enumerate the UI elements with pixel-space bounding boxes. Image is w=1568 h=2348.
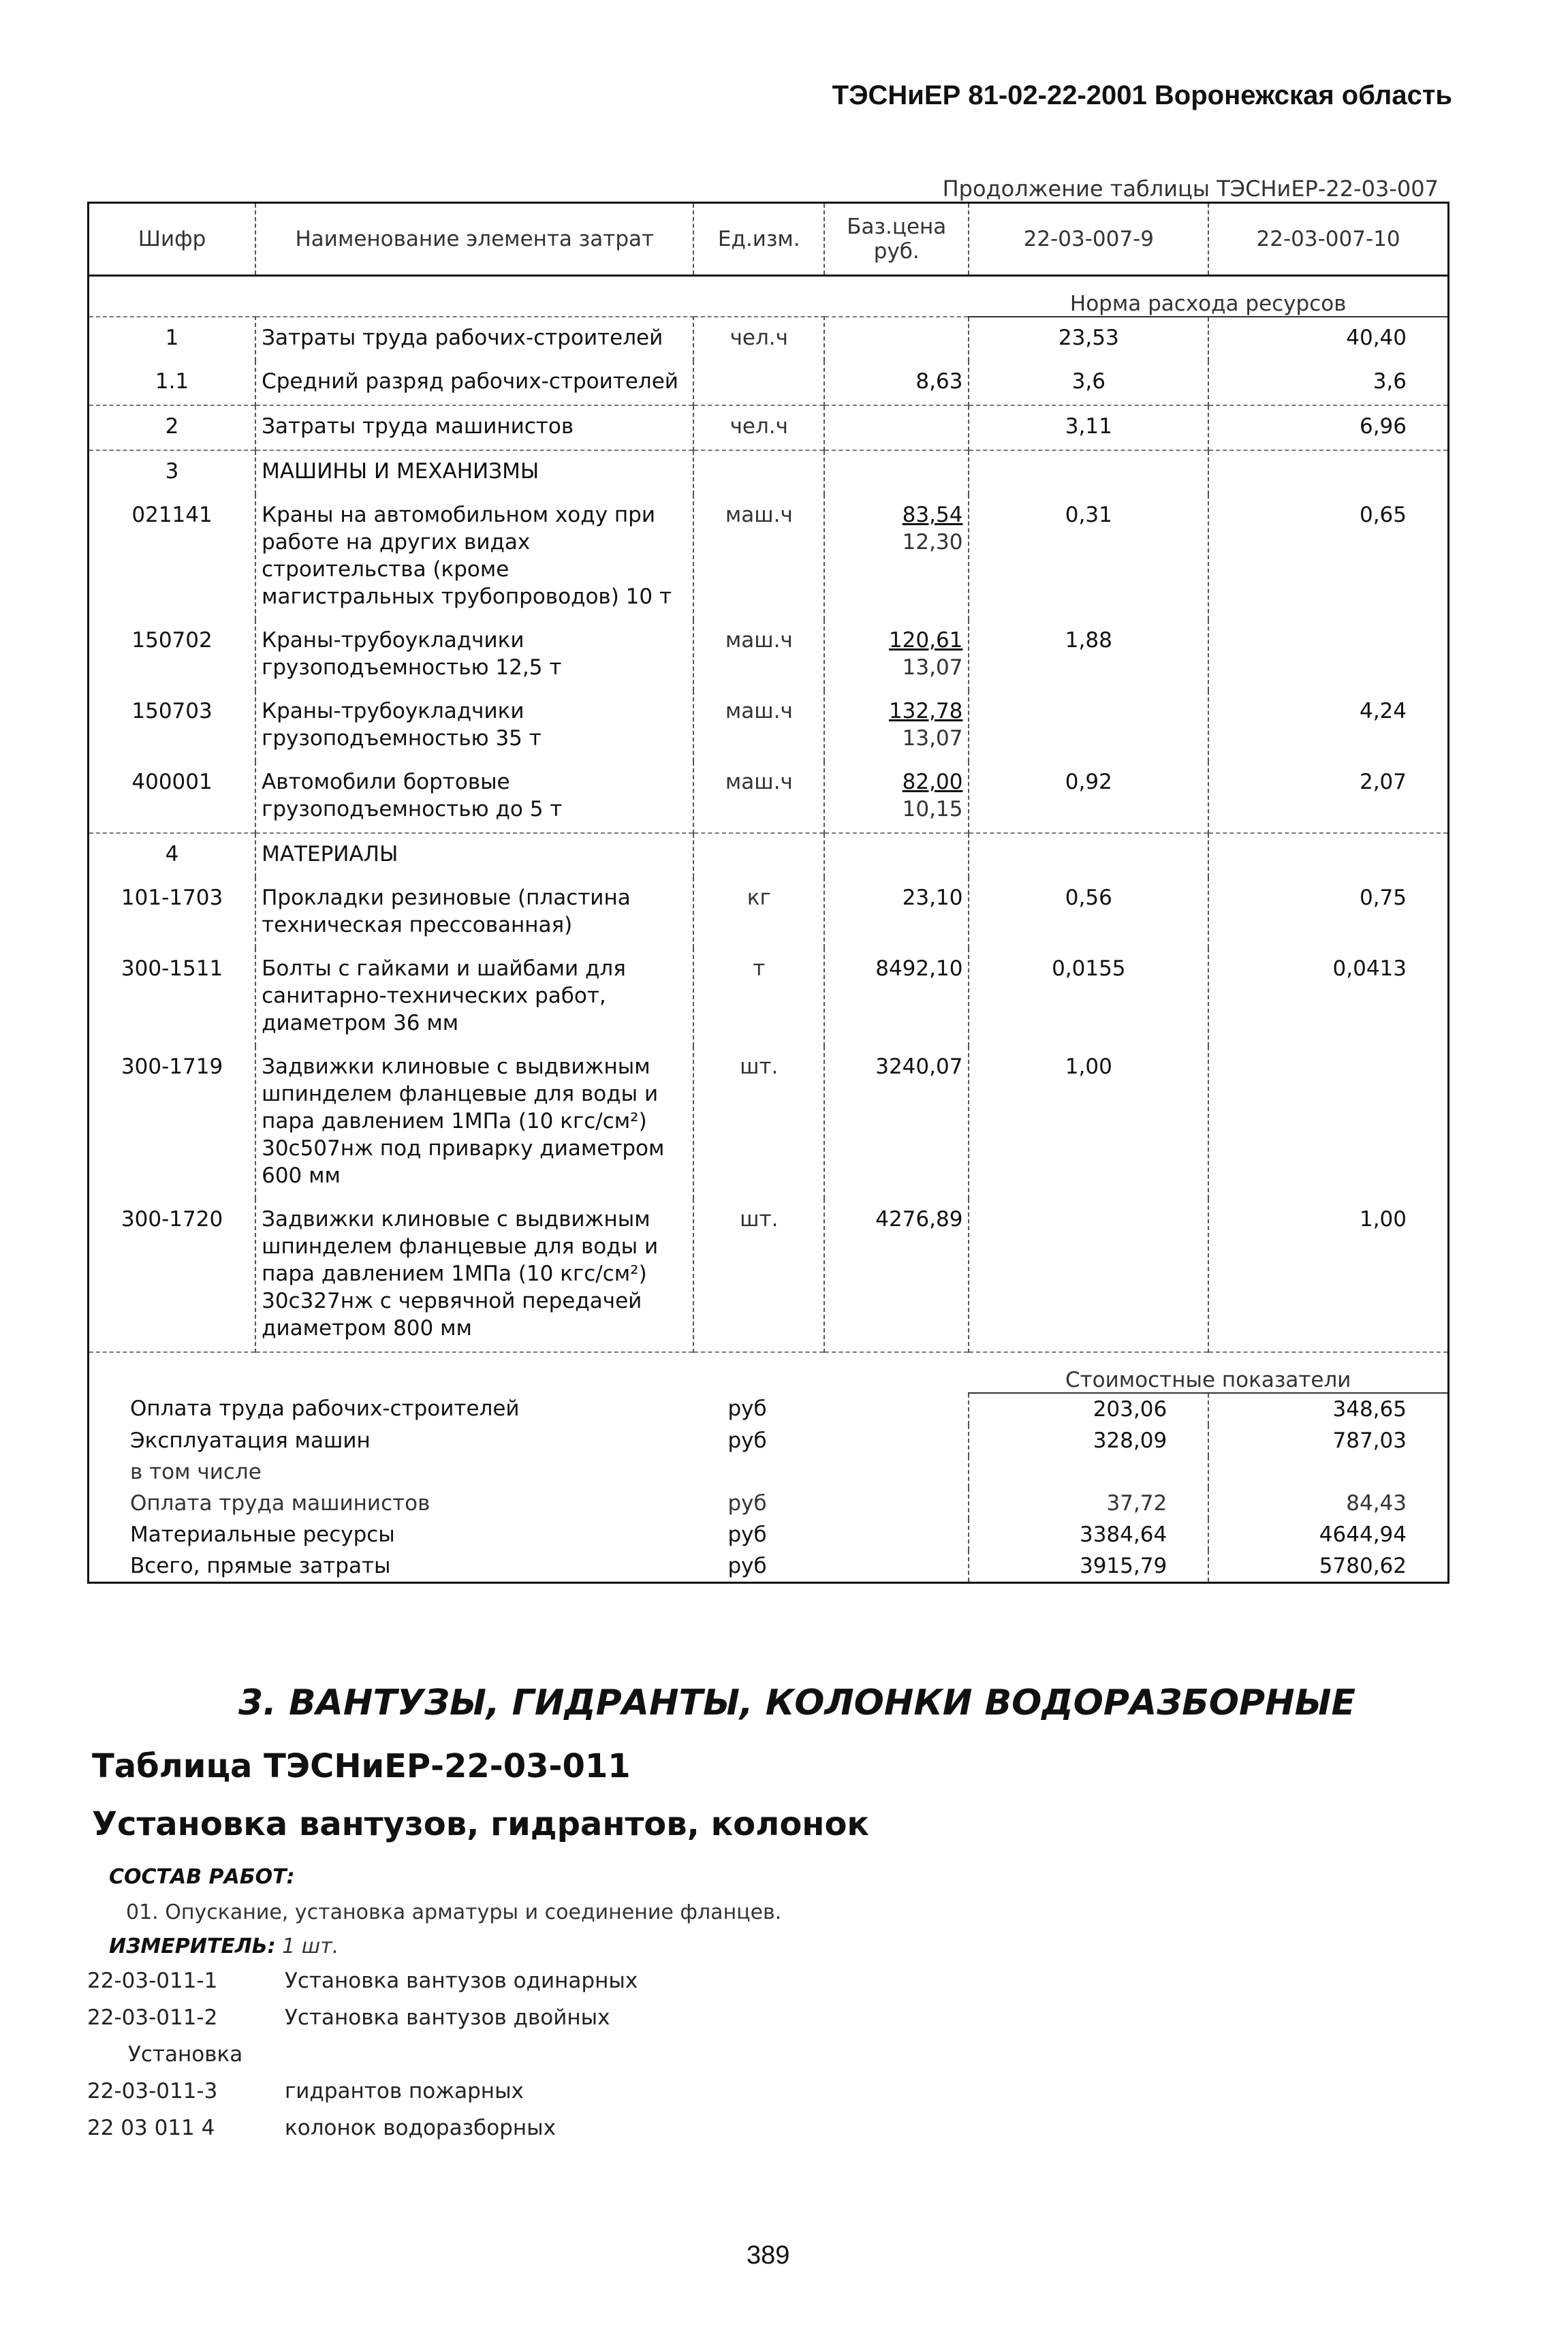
- norm-item: [87, 1969, 638, 2005]
- row-code: 300-1511: [89, 948, 256, 1046]
- row-unit: т: [693, 948, 824, 1046]
- row-price-wage: 13,07: [902, 655, 963, 680]
- row-price-wage: 10,15: [902, 797, 963, 821]
- cost-row: [89, 1519, 1449, 1550]
- row-code: 1.1: [89, 361, 256, 405]
- table-row: [89, 1199, 1449, 1352]
- row-value-1: 3,11: [969, 405, 1208, 450]
- measure-label: ИЗМЕРИТЕЛЬ:: [109, 1935, 276, 1958]
- cost-row: [89, 1488, 1449, 1519]
- row-value-1: 0,31: [969, 495, 1208, 620]
- row-price: [824, 317, 969, 361]
- cost-label: Оплата труда машинистов: [130, 1491, 430, 1516]
- table-row: [89, 405, 1449, 450]
- table-description: Установка вантузов, гидрантов, колонок: [92, 1805, 870, 1843]
- table-row: [89, 948, 1449, 1046]
- col-code-header: Шифр: [89, 203, 256, 276]
- row-name: Болты с гайками и шайбами для санитарно-технических работ, диаметром 36 мм: [255, 948, 693, 1046]
- table-row: [89, 1046, 1449, 1199]
- running-header: ТЭСНиЕР 81-02-22-2001 Воронежская область: [832, 80, 1452, 110]
- cost-value-1: 328,09: [969, 1425, 1208, 1456]
- row-value-2: 4,24: [1359, 699, 1407, 723]
- row-price: [824, 361, 969, 405]
- section-heading: 3. ВАНТУЗЫ, ГИДРАНТЫ, КОЛОНКИ ВОДОРАЗБОРНЫЕ: [238, 1682, 1356, 1723]
- row-unit: [693, 833, 824, 877]
- col-price-header: Баз.цена руб.: [824, 203, 969, 276]
- row-price-value: 120,61: [888, 628, 963, 653]
- row-value-1: [969, 833, 1208, 877]
- row-price-wage: 13,07: [902, 726, 963, 751]
- row-value-1: [969, 691, 1208, 762]
- cost-caption-row: [89, 1352, 1449, 1393]
- row-value-1: [969, 1199, 1208, 1352]
- norm-caption: Норма расхода ресурсов: [969, 276, 1448, 317]
- norm-item-text: гидрантов пожарных: [285, 2079, 524, 2103]
- table-title: Таблица ТЭСНиЕР-22-03-011: [92, 1747, 631, 1785]
- row-code: 1: [89, 317, 256, 361]
- row-price: [824, 762, 969, 833]
- row-name: Краны-трубоукладчики грузоподъемностью 35 т: [255, 691, 693, 762]
- norm-item: [87, 2079, 638, 2116]
- row-value-1: 3,6: [969, 361, 1208, 405]
- cost-unit: руб: [693, 1488, 969, 1519]
- row-price-value: 8492,10: [875, 956, 963, 981]
- row-unit: [693, 450, 824, 495]
- col-v1-header: 22-03-007-9: [969, 203, 1208, 276]
- table-row: [89, 620, 1449, 691]
- cost-unit: руб: [693, 1550, 969, 1583]
- col-name-header: Наименование элемента затрат: [255, 203, 693, 276]
- cost-label: Материальные ресурсы: [130, 1522, 395, 1547]
- row-unit: чел.ч: [693, 317, 824, 361]
- row-price: [824, 1046, 969, 1199]
- row-unit: маш.ч: [693, 495, 824, 620]
- norm-item: [87, 2116, 638, 2153]
- row-price: [824, 1199, 969, 1352]
- row-code: 300-1719: [89, 1046, 256, 1199]
- cost-value-2: 4644,94: [1319, 1522, 1407, 1547]
- table-row: [89, 691, 1449, 762]
- work-operation: 01. Опускание, установка арматуры и соединение фланцев.: [126, 1900, 782, 1924]
- row-price: [824, 450, 969, 495]
- cost-value-1: 203,06: [969, 1393, 1208, 1425]
- cost-value-1: 3915,79: [969, 1550, 1208, 1583]
- row-price-value: 4276,89: [875, 1207, 963, 1232]
- row-value-2: 1,00: [1359, 1207, 1407, 1232]
- row-value-2: [1208, 1046, 1448, 1199]
- row-value-1: 0,56: [969, 877, 1208, 948]
- row-value-2: [1208, 450, 1448, 495]
- norm-item-code: 22 03 011 4: [87, 2116, 215, 2140]
- table-row: [89, 762, 1449, 833]
- row-value-1: 0,0155: [969, 948, 1208, 1046]
- row-code: 150702: [89, 620, 256, 691]
- cost-unit: руб: [693, 1425, 969, 1456]
- row-code: 3: [89, 450, 256, 495]
- row-code: 021141: [89, 495, 256, 620]
- cost-row: [89, 1456, 1449, 1488]
- cost-label: Оплата труда рабочих-строителей: [130, 1396, 520, 1421]
- row-name: Краны на автомобильном ходу при работе на других видах строительства (кроме магистральных трубопроводов) 10 т: [255, 495, 693, 620]
- row-unit: маш.ч: [693, 691, 824, 762]
- row-price-value: 23,10: [902, 886, 963, 910]
- row-name: Задвижки клиновые с выдвижным шпинделем фланцевые для воды и пара давлением 1МПа (10 кгс/см²) 30с327нж с червячной передачей диаметром 800 мм: [255, 1199, 693, 1352]
- cost-label: в том числе: [130, 1460, 262, 1484]
- work-composition-label: СОСТАВ РАБОТ:: [109, 1865, 295, 1889]
- cost-value-2: 348,65: [1332, 1397, 1407, 1422]
- row-name: Затраты труда машинистов: [255, 405, 693, 450]
- row-value-2: 6,96: [1208, 405, 1448, 450]
- row-name: Прокладки резиновые (пластина техническая прессованная): [255, 877, 693, 948]
- row-value-1: 1,00: [969, 1046, 1208, 1199]
- norm-item: [87, 2042, 638, 2079]
- row-unit: маш.ч: [693, 762, 824, 833]
- cost-value-2: 5780,62: [1319, 1554, 1407, 1578]
- cost-value-2: 84,43: [1346, 1491, 1407, 1516]
- row-value-2: 0,0413: [1332, 956, 1407, 981]
- norm-item-code: 22-03-011-3: [87, 2079, 218, 2103]
- table-row: [89, 361, 1449, 405]
- cost-label: Всего, прямые затраты: [130, 1554, 391, 1578]
- row-value-2: 40,40: [1208, 317, 1448, 361]
- row-unit: чел.ч: [693, 405, 824, 450]
- row-code: 4: [89, 833, 256, 877]
- row-value-2: 0,65: [1359, 503, 1407, 527]
- row-unit: шт.: [693, 1046, 824, 1199]
- table-header-row: [89, 203, 1449, 276]
- row-value-2: 3,6: [1373, 369, 1407, 394]
- row-name: Затраты труда рабочих-строителей: [255, 317, 693, 361]
- norm-item-code: 22-03-011-1: [87, 1969, 218, 1993]
- row-name: МАШИНЫ И МЕХАНИЗМЫ: [255, 450, 693, 495]
- cost-unit: руб: [693, 1393, 969, 1425]
- norm-item-text: Установка вантузов двойных: [285, 2005, 610, 2030]
- col-v2-header: 22-03-007-10: [1208, 203, 1448, 276]
- cost-value-2: [1208, 1456, 1448, 1488]
- row-price-wage: 12,30: [902, 530, 963, 554]
- row-value-1: 1,88: [969, 620, 1208, 691]
- row-unit: шт.: [693, 1199, 824, 1352]
- row-name: МАТЕРИАЛЫ: [255, 833, 693, 877]
- row-name: Краны-трубоукладчики грузоподъемностью 12,5 т: [255, 620, 693, 691]
- row-price: [824, 691, 969, 762]
- measure-line: [109, 1935, 339, 1958]
- cost-value-1: 37,72: [969, 1488, 1208, 1519]
- table-row: [89, 877, 1449, 948]
- norm-item-group: Установка: [128, 2042, 243, 2067]
- cost-row: [89, 1393, 1449, 1425]
- row-price: [824, 948, 969, 1046]
- table-row: [89, 495, 1449, 620]
- page-number: 389: [747, 2241, 790, 2270]
- row-price-value: 83,54: [902, 503, 963, 527]
- row-price: [824, 405, 969, 450]
- row-value-2: [1208, 833, 1448, 877]
- row-price: [824, 495, 969, 620]
- norm-items-list: [87, 1969, 638, 2153]
- row-code: 2: [89, 405, 256, 450]
- row-value-1: 23,53: [969, 317, 1208, 361]
- row-code: 300-1720: [89, 1199, 256, 1352]
- cost-label: Эксплуатация машин: [130, 1428, 371, 1453]
- table-row: [89, 450, 1449, 495]
- table-row: [89, 833, 1449, 877]
- row-value-2: 0,75: [1359, 886, 1407, 910]
- row-price: [824, 877, 969, 948]
- row-code: 150703: [89, 691, 256, 762]
- cost-row: [89, 1550, 1449, 1583]
- cost-row: [89, 1425, 1449, 1456]
- row-value-1: 0,92: [969, 762, 1208, 833]
- row-price-value: 3240,07: [875, 1054, 963, 1079]
- norm-item: [87, 2005, 638, 2042]
- row-price: [824, 833, 969, 877]
- row-unit: [693, 361, 824, 405]
- table-continuation-caption: Продолжение таблицы ТЭСНиЕР-22-03-007: [942, 176, 1439, 202]
- row-value-2: 2,07: [1359, 770, 1407, 794]
- cost-unit: руб: [693, 1519, 969, 1550]
- norm-item-code: 22-03-011-2: [87, 2005, 218, 2030]
- row-value-1: [969, 450, 1208, 495]
- row-unit: маш.ч: [693, 620, 824, 691]
- row-name: Автомобили бортовые грузоподъемностью до 5 т: [255, 762, 693, 833]
- row-price: [824, 620, 969, 691]
- measure-value: 1 шт.: [282, 1935, 339, 1958]
- row-price-value: 132,78: [888, 699, 963, 723]
- resource-table: [87, 202, 1449, 1584]
- norm-item-text: Установка вантузов одинарных: [285, 1969, 638, 1993]
- table-row: [89, 317, 1449, 361]
- col-unit-header: Ед.изм.: [693, 203, 824, 276]
- row-unit: кг: [693, 877, 824, 948]
- row-name: Средний разряд рабочих-строителей: [255, 361, 693, 405]
- norm-caption-row: [89, 276, 1449, 317]
- row-code: 400001: [89, 762, 256, 833]
- cost-caption: Стоимостные показатели: [969, 1352, 1448, 1393]
- cost-value-1: 3384,64: [969, 1519, 1208, 1550]
- row-price-value: 82,00: [902, 770, 963, 794]
- row-code: 101-1703: [89, 877, 256, 948]
- row-value-2: [1208, 620, 1448, 691]
- row-name: Задвижки клиновые с выдвижным шпинделем фланцевые для воды и пара давлением 1МПа (10 кгс/см²) 30с507нж под приварку диаметром 600 мм: [255, 1046, 693, 1199]
- norm-item-text: колонок водоразборных: [285, 2116, 556, 2140]
- cost-unit: [693, 1456, 969, 1488]
- cost-value-2: 787,03: [1332, 1428, 1407, 1453]
- table-body: [89, 276, 1449, 1583]
- row-price-value: 8,63: [915, 369, 963, 394]
- cost-value-1: [969, 1456, 1208, 1488]
